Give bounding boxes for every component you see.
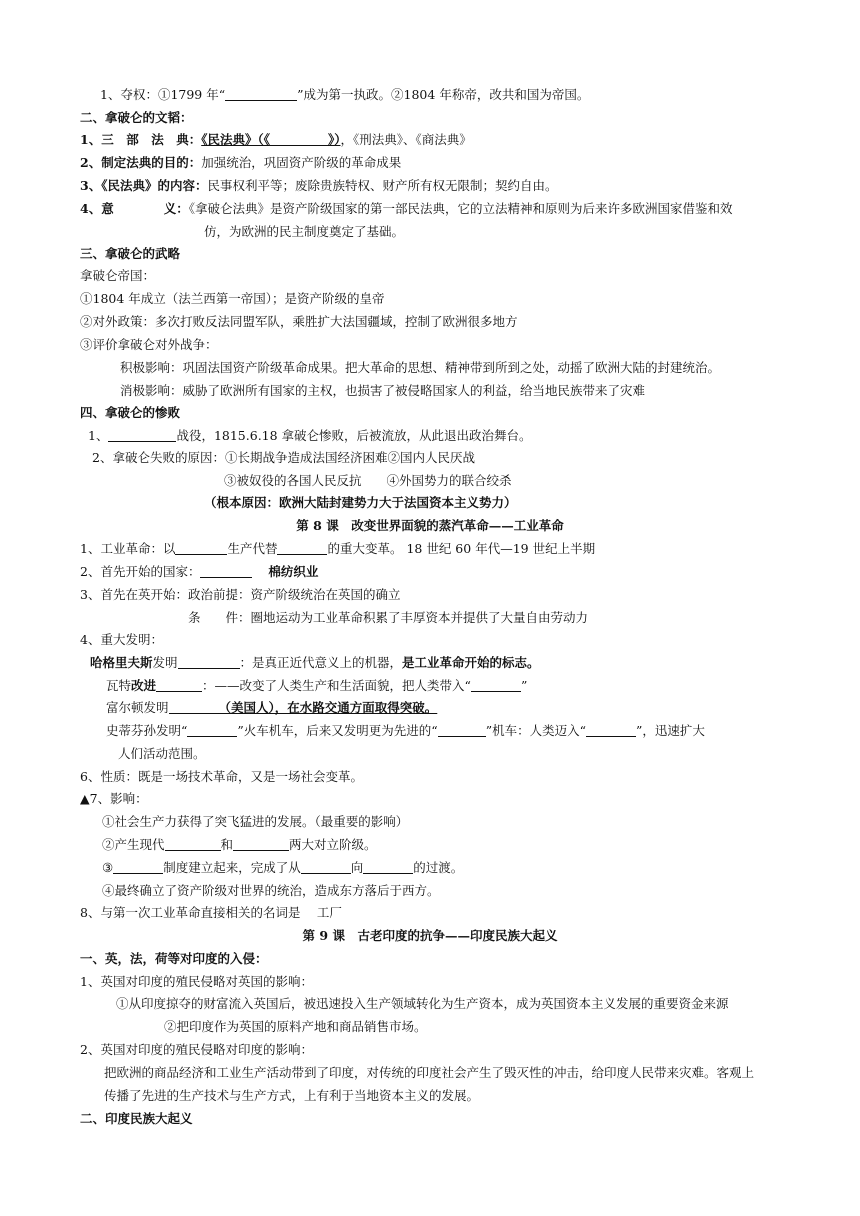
note-root-cause: （根本原因：欧洲大陆封建势力大于法国资本主义势力） <box>204 495 517 510</box>
text-line: 2、英国对印度的殖民侵略对印度的影响： <box>80 1042 313 1057</box>
fill-blank <box>270 133 328 146</box>
fill-blank <box>156 679 202 692</box>
fill-blank <box>471 679 521 692</box>
line-code-significance: 4、意 义：《拿破仑法典》是资产阶级国家的第一部民法典，它的立法精神和原则为后来许多欧洲国家借鉴和效 <box>80 201 733 216</box>
fill-blank <box>363 861 413 874</box>
line-stephenson-cont: 人们活动范围。 <box>118 746 206 761</box>
fill-blank <box>277 542 327 555</box>
text-line: 传播了先进的生产技术与生产方式，上有利于当地资本主义的发展。 <box>104 1088 480 1103</box>
fill-blank <box>178 656 240 669</box>
line-code-significance-cont: 仿，为欧洲的民主制度奠定了基础。 <box>204 224 405 239</box>
text-line: 把欧洲的商品经济和工业生产活动带到了印度，对传统的印度社会产生了毁灭性的冲击，给印度人民带来灾难。客观上 <box>104 1065 755 1080</box>
text-line: 条 件：圈地运动为工业革命积累了丰厚资本并提供了大量自由劳动力 <box>188 610 589 625</box>
line-system-transition: ③ 制度建立起来，完成了从 向 的过渡。 <box>102 860 464 875</box>
line-seize-power: 1、夺权：①1799 年“ ”成为第一执政。②1804 年称帝，改共和国为帝国。 <box>100 87 590 102</box>
text-line: ③评价拿破仑对外战争： <box>80 337 218 352</box>
text-line: ▲7、影响： <box>80 791 148 806</box>
text-line: 4、重大发明： <box>80 632 163 647</box>
line-hargreaves: 哈格里夫斯发明 ：是真正近代意义上的机器，是工业革命开始的标志。 <box>90 655 540 670</box>
fill-blank <box>165 838 221 851</box>
text-line: 8、与第一次工业革命直接相关的名词是 工厂 <box>80 905 342 920</box>
text-line: 1、英国对印度的殖民侵略对英国的影响： <box>80 974 313 989</box>
text-line: ②把印度作为英国的原料产地和商品销售市场。 <box>164 1019 427 1034</box>
text-line: ①从印度掠夺的财富流入英国后，被迅速投入生产领域转化为生产资本，成为英国资本主义发展的重要资金来源 <box>116 996 729 1011</box>
section-heading: 一、英，法，荷等对印度的入侵： <box>80 951 268 966</box>
line-first-country: 2、首先开始的国家： 棉纺织业 <box>80 564 319 579</box>
line-code-content: 3、《民法典》的内容：民事权利平等；废除贵族特权、财产所有权无限制；契约自由。 <box>80 178 558 193</box>
fill-blank <box>200 565 252 578</box>
line-three-codes: 1、三 部 法 典：《民法典》（《 》），《刑法典》、《商法典》 <box>80 132 472 147</box>
lesson-title: 第 8 课 改变世界面貌的蒸汽革命——工业革命 <box>296 518 564 533</box>
text-line: 2、拿破仑失败的原因：①长期战争造成法国经济困难②国内人民厌战 <box>92 450 475 465</box>
section-heading: 三、拿破仑的武略 <box>80 246 181 261</box>
text-line: 积极影响：巩固法国资产阶级革命成果。把大革命的思想、精神带到所到之处，动摇了欧洲大陆的封建统治。 <box>120 360 721 375</box>
fill-blank <box>586 724 636 737</box>
fill-blank <box>233 838 289 851</box>
fill-blank <box>438 724 486 737</box>
text-line: ①社会生产力获得了突飞猛进的发展。（最重要的影响） <box>102 814 409 829</box>
section-heading: 四、拿破仑的惨败 <box>80 405 181 420</box>
line-code-purpose: 2、制定法典的目的：加强统治，巩固资产阶级的革命成果 <box>80 155 402 170</box>
fill-blank <box>169 701 219 714</box>
fill-blank <box>113 861 163 874</box>
text-line: 拿破仑帝国： <box>80 268 156 283</box>
fill-blank <box>175 542 227 555</box>
fill-blank <box>108 429 176 442</box>
text-line: ④最终确立了资产阶级对世界的统治，造成东方落后于西方。 <box>102 883 440 898</box>
fill-blank <box>225 88 297 101</box>
text-line: 6、性质：既是一场技术革命，又是一场社会变革。 <box>80 769 363 784</box>
line-two-classes: ②产生现代 和 两大对立阶级。 <box>102 837 377 852</box>
text-line: 3、首先在英开始：政治前提：资产阶级统治在英国的确立 <box>80 587 401 602</box>
line-stephenson: 史蒂芬孙发明“ ”火车机车，后来又发明更为先进的“ ”机车：人类迈入“ ”，迅速扩大 <box>106 723 705 738</box>
lesson-title: 第 9 课 古老印度的抗争——印度民族大起义 <box>302 928 558 943</box>
section-heading: 二、拿破仑的文韬： <box>80 110 193 125</box>
fill-blank <box>187 724 237 737</box>
section-heading: 二、印度民族大起义 <box>80 1111 193 1126</box>
line-industrial-revolution: 1、工业革命：以 生产代替 的重大变革。 18 世纪 60 年代—19 世纪上半期 <box>80 541 596 556</box>
line-fulton: 富尔顿发明 （美国人），在水路交通方面取得突破。 <box>106 700 438 715</box>
text-line: ③被奴役的各国人民反抗 ④外国势力的联合绞杀 <box>224 473 512 488</box>
text-line: ②对外政策：多次打败反法同盟军队，乘胜扩大法国疆域，控制了欧洲很多地方 <box>80 314 518 329</box>
text-line: 消极影响：威胁了欧洲所有国家的主权，也损害了被侵略国家人的利益，给当地民族带来了灾难 <box>120 383 646 398</box>
line-watt: 瓦特改进 ：——改变了人类生产和生活面貌，把人类带入“ ” <box>106 678 528 693</box>
text-line: ①1804 年成立（法兰西第一帝国）；是资产阶级的皇帝 <box>80 291 385 306</box>
line-waterloo: 1、 战役，1815.6.18 拿破仑惨败，后被流放，从此退出政治舞台。 <box>88 428 532 443</box>
fill-blank <box>301 861 351 874</box>
